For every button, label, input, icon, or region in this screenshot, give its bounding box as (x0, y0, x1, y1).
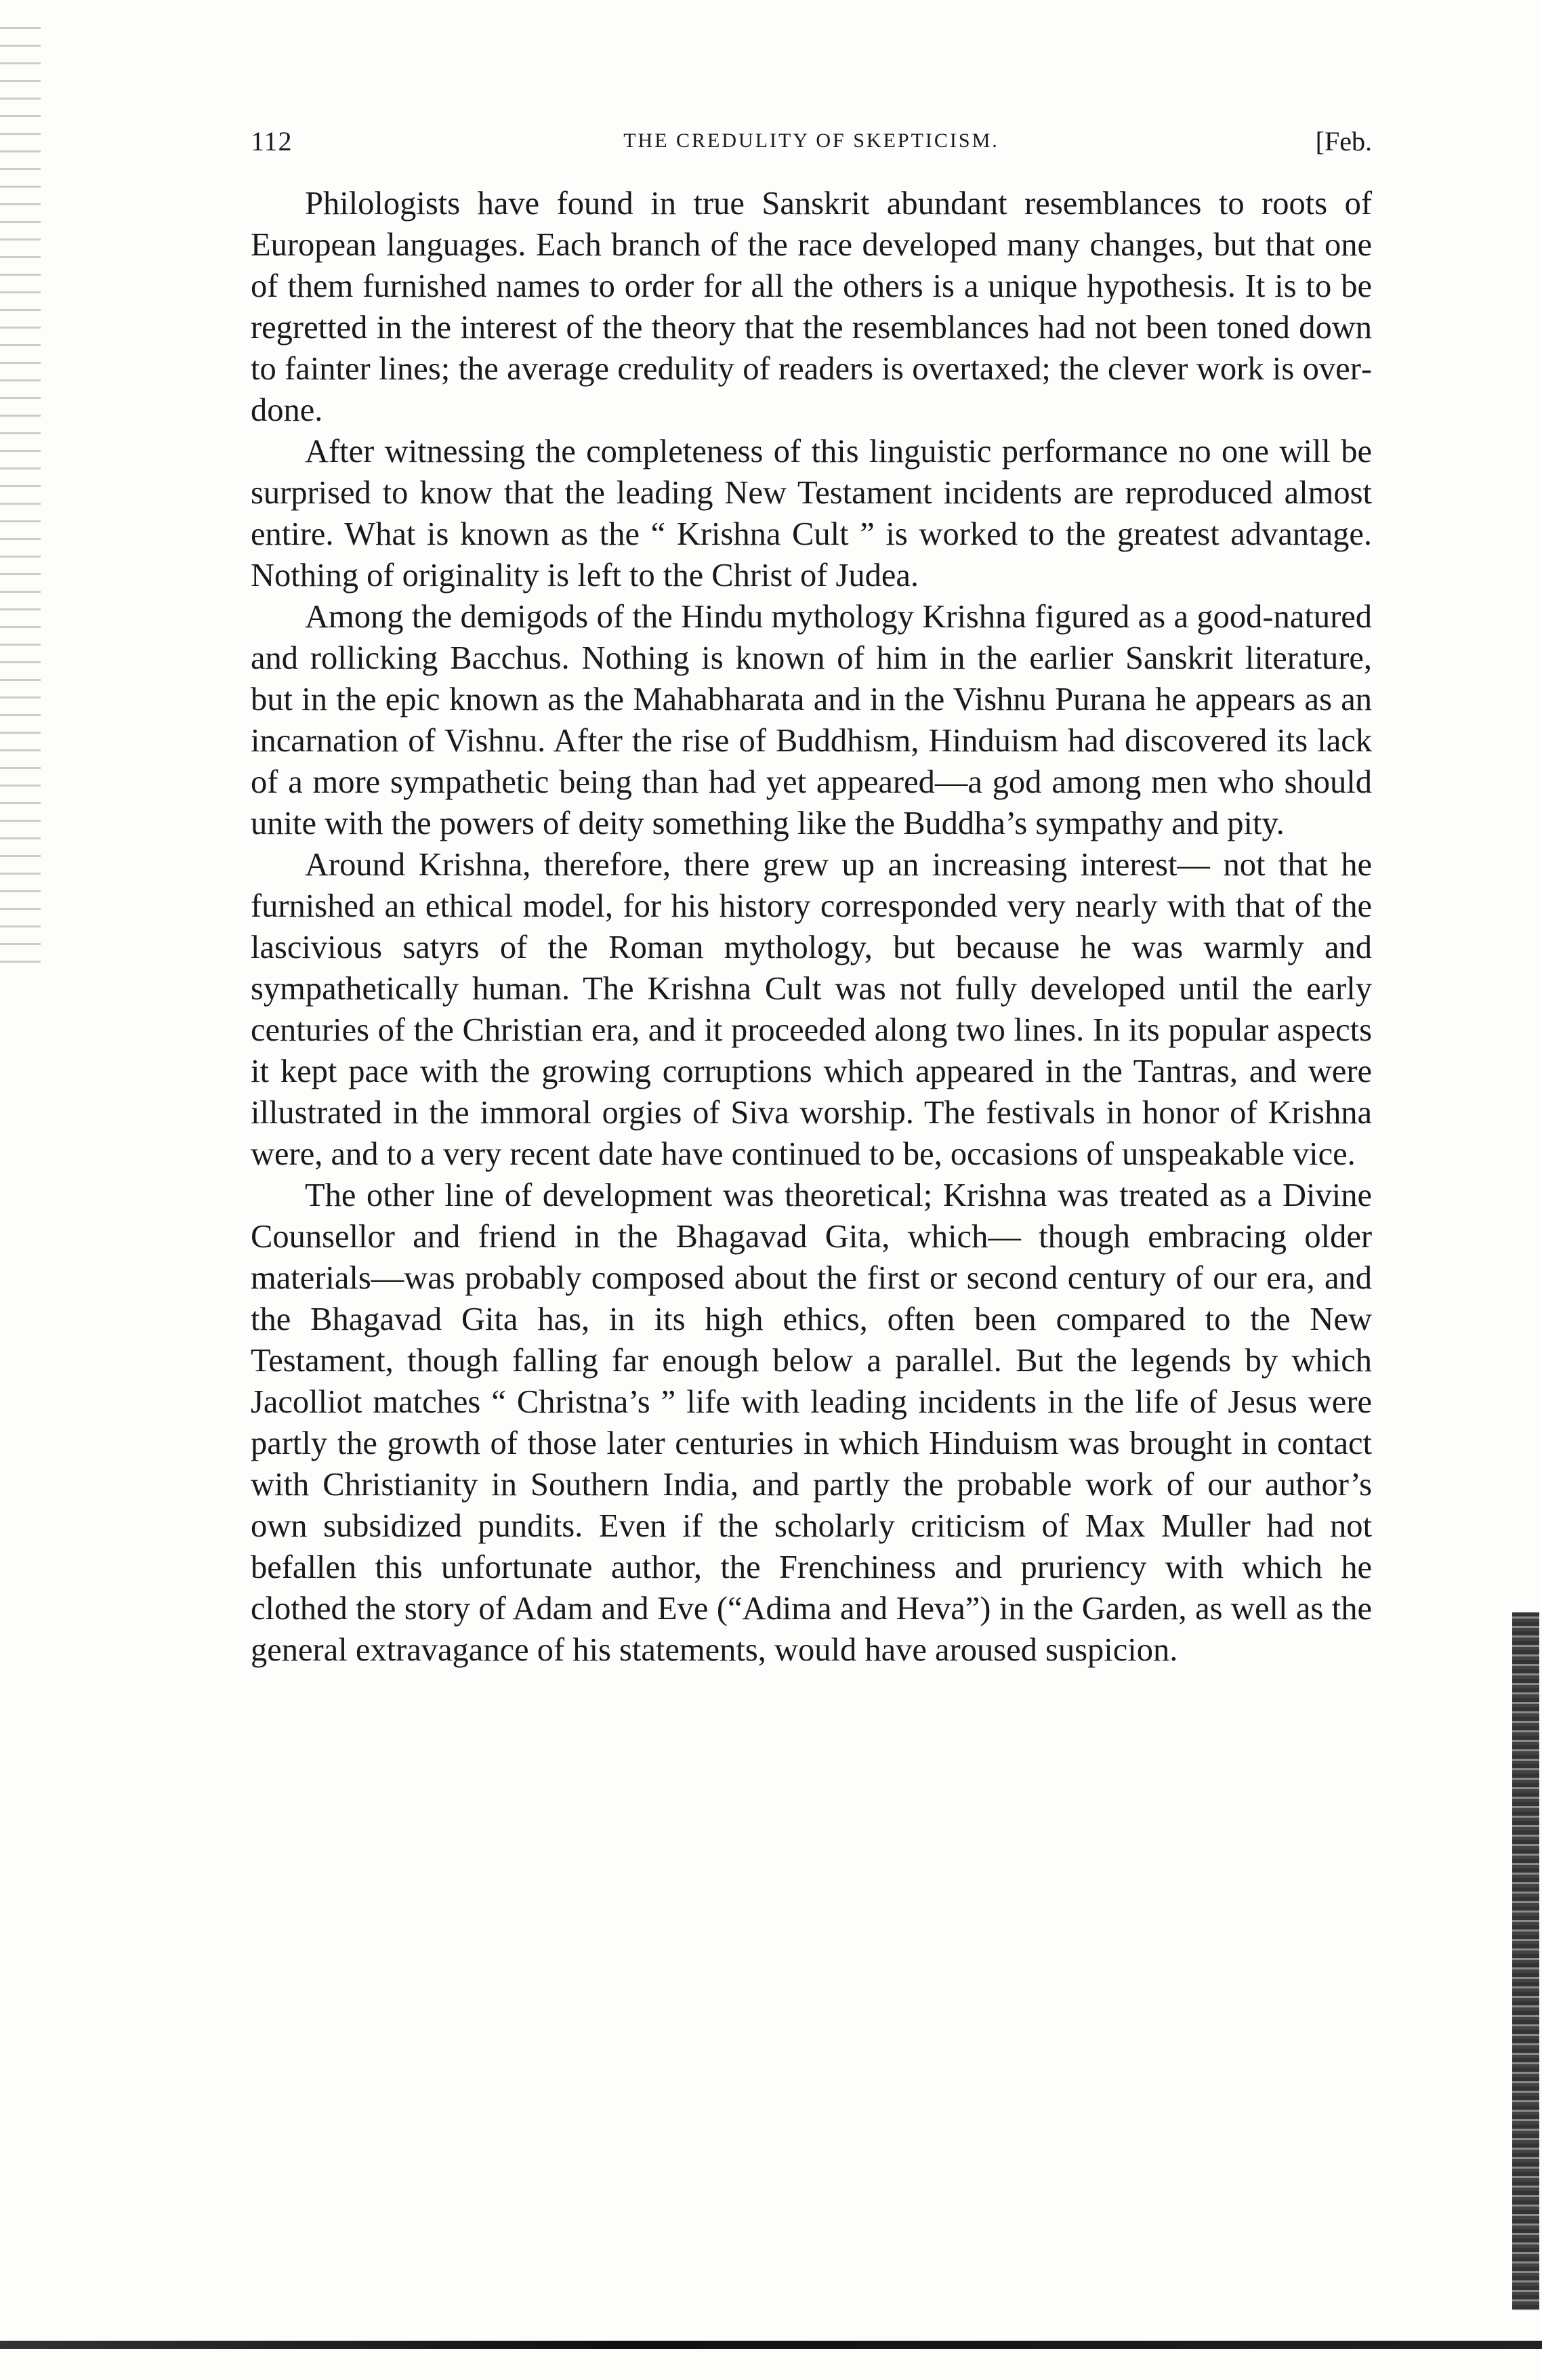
paragraph: Among the demigods of the Hindu mythology Krishna figured as a good-natured and rollicking Bacchus. Nothing is known of him in the earlier Sanskrit literature, but in the epic known as the Mahabharata and in the Vishnu Purana he appears as an incarnation of Vishnu. After the rise of Buddhism, Hinduism had discovered its lack of a more sympathetic being than had yet appeared—a god among men who should unite with the powers of deity something like the Buddha’s sympathy and pity. (251, 599, 1372, 841)
page-header (251, 125, 1372, 166)
paragraph: The other line of development was theoretical; Krishna was treated as a Divine Counsellor and friend in the Bhagavad Gita, which— though embracing older materials—was probably composed about the first or second century of our era, and the Bhagavad Gita has, in its high ethics, often been compared to the New Testament, though falling far enough below a parallel. But the legends by which Jacolliot matches “ Christna’s ” life with leading incidents in the life of Jesus were partly the growth of those later centuries in which Hinduism was brought in contact with Christianity in Southern India, and partly the probable work of our author’s own subsidized pundits. Even if the scholarly criticism of Max Muller had not befallen this unfortunate author, the Frenchiness and pruriency with which he clothed the story of Adam and Eve (“Adima and Heva”) in the Garden, as well as the general extravagance of his statements, would have aroused suspicion. (251, 1177, 1372, 1668)
issue-month: [Feb. (1315, 126, 1372, 156)
scan-edge-artifact-left (0, 27, 41, 976)
page-number: 112 (251, 126, 293, 156)
paragraph: Philologists have found in true Sanskrit abundant resemblances to roots of European languages. Each branch of the race developed many changes, but that one of them furnished names to order for all the others is a unique hypothesis. It is to be regretted in the interest of the theory that the resemblances had not been toned down to fainter lines; the average credulity of readers is overtaxed; the clever work is overdone. (251, 186, 1372, 428)
paragraph: Around Krishna, therefore, there grew up an increasing interest— not that he furnished an ethical model, for his history corresponded very nearly with that of the lascivious satyrs of the Roman mythology, but because he was warmly and sympathetically human. The Krishna Cult was not fully developed until the early centuries of the Christian era, and it proceeded along two lines. In its popular aspects it kept pace with the growing corruptions which appeared in the Tantras, and were illustrated in the immoral orgies of Siva worship. The festivals in honor of Krishna were, and to a very recent date have continued to be, occasions of unspeakable vice. (251, 847, 1372, 1172)
scan-edge-artifact-right (1512, 1612, 1539, 2310)
paragraph: After witnessing the completeness of this linguistic performance no one will be surprised to know that the leading New Testament incidents are reproduced almost entire. What is known as the “ Krishna Cult ” is worked to the greatest advantage. Nothing of originality is left to the Christ of Judea. (251, 434, 1372, 593)
scan-bottom-border (0, 2341, 1542, 2349)
running-title: THE CREDULITY OF SKEPTICISM. (623, 129, 999, 152)
article-body (251, 183, 1372, 1671)
